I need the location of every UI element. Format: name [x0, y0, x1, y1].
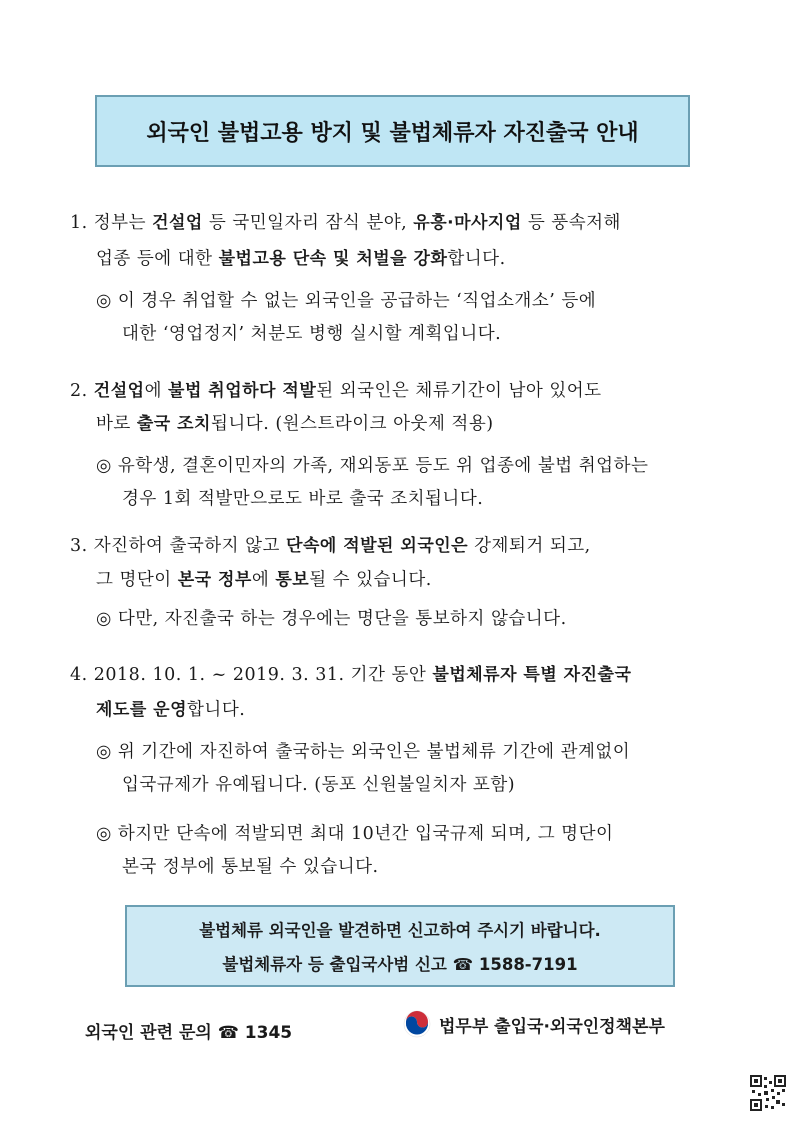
item-1-line-1	[70, 208, 621, 234]
bold-text: 불법고용 단속 및 처벌을 강화	[218, 249, 448, 269]
text: 됩니다. (원스트라이크 아웃제 적용)	[210, 414, 494, 434]
item-3-line-1	[70, 531, 591, 557]
item-1-sub-line-2: 대한 ‘영업정지’ 처분도 병행 실시할 계획입니다.	[122, 324, 502, 344]
bold-text: 제도를 운영	[96, 700, 188, 720]
item-3-line-2	[96, 565, 432, 591]
item-2-line-2	[96, 409, 494, 435]
item-4-sub1-line-2: 입국규제가 유예됩니다. (동포 신원불일치자 포함)	[122, 775, 516, 795]
item-4-sub1-line-1: ◎ 위 기간에 자진하여 출국하는 외국인은 불법체류 기간에 관계없이	[96, 742, 631, 762]
text: 합니다.	[447, 249, 506, 269]
bold-text: 건설업	[93, 381, 145, 401]
item-3-sub-line-1: ◎ 다만, 자진출국 하는 경우에는 명단을 통보하지 않습니다.	[96, 609, 567, 629]
inquiry-contact: 외국인 관련 문의 ☎ 1345	[85, 1023, 293, 1043]
bold-text: 본국 정부	[177, 570, 252, 590]
notice-line-1: 불법체류 외국인을 발견하면 신고하여 주시기 바랍니다.	[199, 921, 601, 940]
text: 될 수 있습니다.	[309, 570, 432, 590]
item-number: 1.	[70, 213, 88, 233]
item-number: 4.	[70, 665, 88, 685]
item-2-line-1	[70, 376, 602, 402]
item-1-line-2	[96, 244, 506, 270]
text: 에	[251, 570, 276, 590]
bold-text: 건설업	[152, 213, 203, 233]
item-4-sub2-line-1: ◎ 하지만 단속에 적발되면 최대 10년간 입국규제 되며, 그 명단이	[96, 824, 614, 844]
bold-text: 출국 조치	[136, 414, 211, 434]
item-4-line-1	[70, 660, 631, 686]
bold-text: 통보	[275, 570, 310, 590]
item-number: 3.	[70, 536, 88, 556]
report-notice-box	[125, 905, 675, 987]
text: 그 명단이	[96, 570, 178, 590]
bold-text: 적발	[275, 381, 317, 401]
text: 2018. 10. 1. ~ 2019. 3. 31. 기간 동안	[93, 665, 433, 685]
title-banner	[95, 95, 690, 167]
item-2-sub-line-1: ◎ 유학생, 결혼이민자의 가족, 재외동포 등도 위 업종에 불법 취업하는	[96, 456, 649, 476]
bold-text: 유흥·마사지업	[413, 213, 522, 233]
qr-code-icon	[750, 1075, 786, 1111]
item-number: 2.	[70, 381, 88, 401]
bold-text: 불법체류자 특별 자진출국	[432, 665, 632, 685]
bold-text: 불법 취업하다	[168, 381, 276, 401]
page-title: 외국인 불법고용 방지 및 불법체류자 자진출국 안내	[146, 120, 639, 146]
item-4-line-2	[96, 695, 245, 721]
text: 강제퇴거 되고,	[468, 536, 591, 556]
text: 등 풍속저해	[521, 213, 621, 233]
text: 정부는	[93, 213, 153, 233]
bold-text: 단속에 적발된 외국인은	[286, 536, 469, 556]
notice-line-2: 불법체류자 등 출입국사범 신고 ☎ 1588-7191	[222, 955, 578, 974]
text: 합니다.	[187, 700, 246, 720]
text: 된 외국인은 체류기간이 남아 있어도	[316, 381, 602, 401]
item-1-sub-line-1: ◎ 이 경우 취업할 수 없는 외국인을 공급하는 ‘직업소개소’ 등에	[96, 291, 597, 311]
text: 자진하여 출국하지 않고	[93, 536, 287, 556]
taegeuk-emblem-icon	[403, 1010, 431, 1038]
text: 에	[144, 381, 169, 401]
text: 업종 등에 대한	[96, 249, 219, 269]
item-2-sub-line-2: 경우 1회 적발만으로도 바로 출국 조치됩니다.	[122, 489, 484, 509]
item-4-sub2-line-2: 본국 정부에 통보될 수 있습니다.	[122, 857, 379, 877]
text: 등 국민일자리 잠식 분야,	[202, 213, 414, 233]
agency-signature	[403, 1010, 665, 1038]
text: 바로	[96, 414, 137, 434]
agency-name: 법무부 출입국·외국인정책본부	[439, 1016, 665, 1037]
